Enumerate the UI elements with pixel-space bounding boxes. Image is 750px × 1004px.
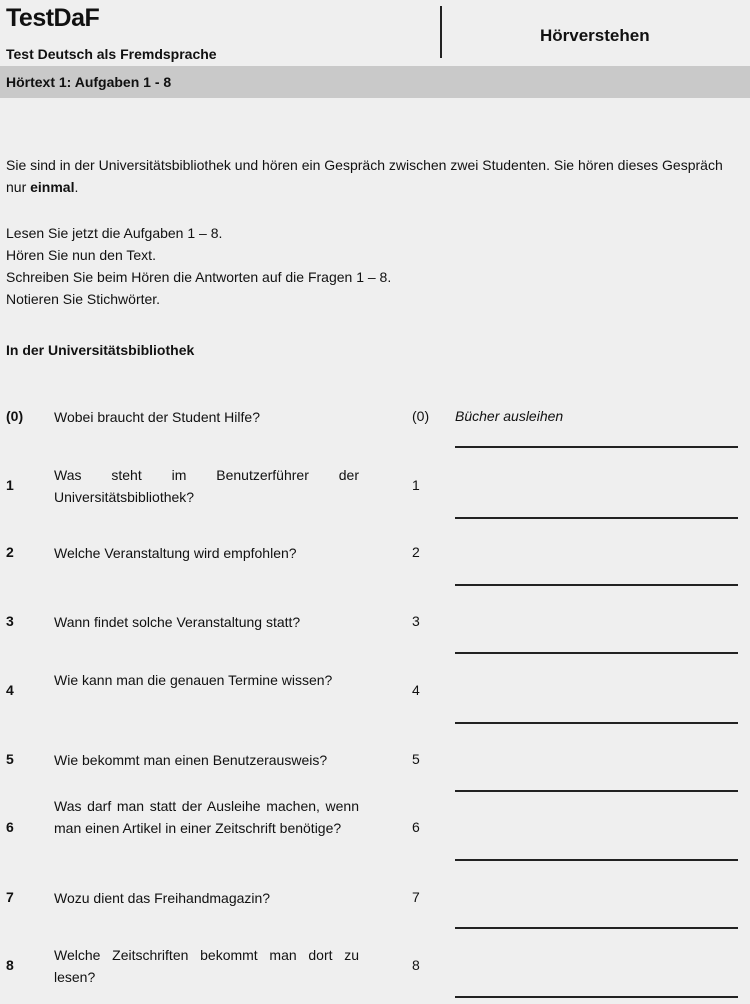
task-heading: In der Universitätsbibliothek bbox=[6, 342, 195, 358]
instruction: Lesen Sie jetzt die Aufgaben 1 – 8. bbox=[6, 225, 223, 241]
intro-end: . bbox=[74, 179, 79, 195]
question-number: 6 bbox=[6, 819, 14, 835]
answer-line bbox=[455, 996, 738, 998]
section-band bbox=[0, 66, 750, 98]
question-text: Welche Zeitschriften bekommt man dort zu lesen? bbox=[54, 947, 359, 985]
question-number: 5 bbox=[6, 751, 14, 767]
answer-field[interactable] bbox=[455, 957, 738, 975]
answer-field[interactable] bbox=[455, 477, 738, 495]
answer-number: 7 bbox=[412, 889, 420, 905]
answer-number: 6 bbox=[412, 819, 420, 835]
question-text: Wozu dient das Freihandmagazin? bbox=[54, 890, 271, 906]
question-text: Was steht im Benutzerführer der Universitätsbibliothek? bbox=[54, 467, 359, 505]
instruction: Schreiben Sie beim Hören die Antworten auf die Fragen 1 – 8. bbox=[6, 269, 392, 285]
question-number: 3 bbox=[6, 613, 14, 629]
question-text: Wobei braucht der Student Hilfe? bbox=[54, 409, 260, 425]
answer-field[interactable] bbox=[455, 682, 738, 700]
question-number: 2 bbox=[6, 544, 14, 560]
answer-number: 1 bbox=[412, 477, 420, 493]
answer-number: 2 bbox=[412, 544, 420, 560]
answer-line bbox=[455, 859, 738, 861]
answer-number: 3 bbox=[412, 613, 420, 629]
answer-number: 8 bbox=[412, 957, 420, 973]
answer-number: 5 bbox=[412, 751, 420, 767]
answer-line bbox=[455, 927, 738, 929]
answer-field[interactable] bbox=[455, 819, 738, 837]
answer-line bbox=[455, 584, 738, 586]
question-text: Wann findet solche Veranstaltung statt? bbox=[54, 614, 301, 630]
page-title: TestDaF bbox=[6, 4, 100, 32]
answer-line bbox=[455, 722, 738, 724]
answer-field[interactable] bbox=[455, 751, 738, 769]
intro-text bbox=[6, 154, 744, 198]
question-text: Wie bekommt man einen Benutzerausweis? bbox=[54, 752, 328, 768]
answer-line bbox=[455, 446, 738, 448]
answer-line bbox=[455, 790, 738, 792]
answer-field[interactable]: Bücher ausleihen bbox=[455, 408, 564, 424]
question-number: 8 bbox=[6, 957, 14, 973]
question-number: 1 bbox=[6, 477, 14, 493]
divider bbox=[440, 6, 442, 58]
instructions bbox=[6, 222, 391, 310]
answer-number: 4 bbox=[412, 682, 420, 698]
instruction: Hören Sie nun den Text. bbox=[6, 247, 156, 263]
answer-line bbox=[455, 652, 738, 654]
intro-bold: einmal bbox=[30, 179, 75, 195]
answer-line bbox=[455, 517, 738, 519]
answer-number: (0) bbox=[412, 408, 430, 424]
page-subtitle: Test Deutsch als Fremdsprache bbox=[6, 46, 217, 62]
question-number: 4 bbox=[6, 682, 14, 698]
band-title: Hörtext 1: Aufgaben 1 - 8 bbox=[6, 74, 172, 90]
intro-line: Sie sind in der Universitätsbibliothek und hören ein Gespräch zwischen zwei Studenten. Sie hören dieses Gespräch nur bbox=[6, 157, 723, 195]
section-title: Hörverstehen bbox=[540, 26, 650, 45]
question-text: Was darf man statt der Ausleihe machen, wenn man einen Artikel in einer Zeitschrift benötige? bbox=[54, 798, 359, 836]
question-text: Wie kann man die genauen Termine wissen? bbox=[54, 672, 333, 688]
answer-field[interactable] bbox=[455, 613, 738, 631]
answer-field[interactable] bbox=[455, 544, 738, 562]
question-text: Welche Veranstaltung wird empfohlen? bbox=[54, 545, 297, 561]
question-number: 7 bbox=[6, 889, 14, 905]
question-number: (0) bbox=[6, 408, 24, 424]
instruction: Notieren Sie Stichwörter. bbox=[6, 291, 161, 307]
answer-field[interactable] bbox=[455, 889, 738, 907]
